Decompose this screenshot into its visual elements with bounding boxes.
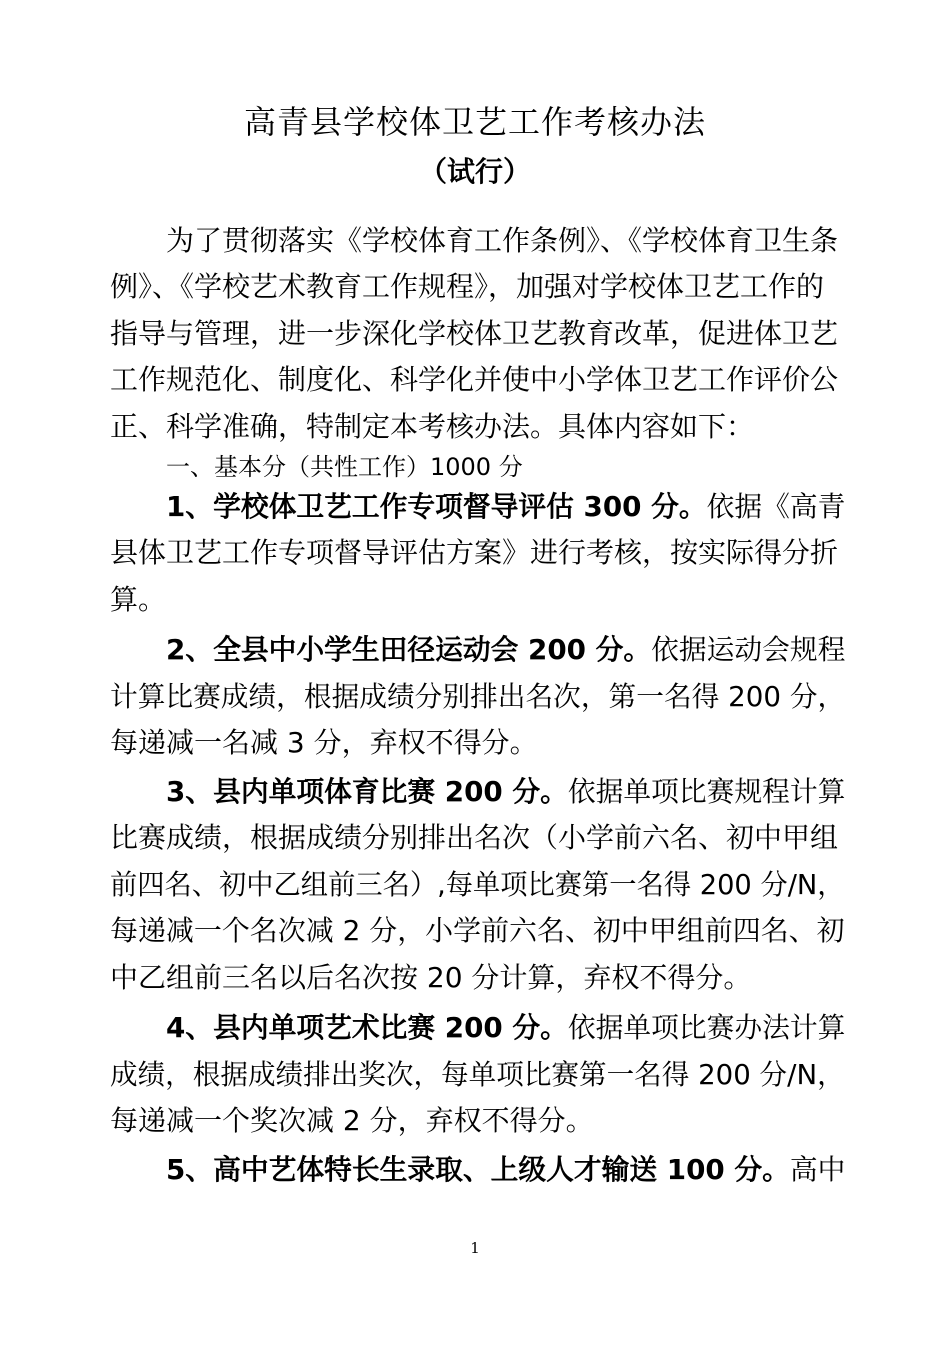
intro-line: 正、科学准确，特制定本考核办法。具体内容如下： [110, 410, 755, 443]
intro-line: 工作规范化、制度化、科学化并使中小学体卫艺工作评价公 [110, 363, 839, 396]
item-line: 县体卫艺工作专项督导评估方案》进行考核，按实际得分折 [110, 536, 839, 569]
item-line: 算。 [110, 583, 167, 616]
item-line [166, 1147, 845, 1193]
item-line [166, 484, 845, 530]
item-line: 成绩，根据成绩排出奖次，每单项比赛第一名得 200 分/N， [110, 1058, 845, 1091]
item-line: 每递减一个名次减 2 分，小学前六名、初中甲组前四名、初 [110, 914, 845, 947]
item-line: 前四名、初中乙组前三名）,每单项比赛第一名得 200 分/N， [110, 868, 845, 901]
item-heading: 3、县内单项体育比赛 200 分。 [166, 775, 568, 808]
intro-line: 例》、《学校艺术教育工作规程》，加强对学校体卫艺工作的 [110, 270, 825, 303]
item-line: 比赛成绩，根据成绩分别排出名次（小学前六名、初中甲组 [110, 821, 839, 854]
item-line: 每递减一名减 3 分，弃权不得分。 [110, 726, 538, 759]
item-text: 依据单项比赛办法计算 [567, 1011, 846, 1044]
item-heading: 1、学校体卫艺工作专项督导评估 300 分。 [166, 490, 707, 523]
document-title: 高青县学校体卫艺工作考核办法 [243, 103, 706, 141]
page-number: 1 [470, 1239, 480, 1257]
item-heading: 4、县内单项艺术比赛 200 分。 [166, 1011, 568, 1044]
item-text: 高中 [789, 1153, 846, 1186]
item-text: 依据单项比赛规程计算 [567, 775, 846, 808]
item-line [166, 769, 845, 815]
section-heading: 一、基本分（共性工作）1000 分 [166, 453, 523, 481]
item-line: 计算比赛成绩，根据成绩分别排出名次，第一名得 200 分， [110, 680, 846, 713]
item-text: 依据运动会规程 [651, 633, 846, 666]
document-subtitle: （试行） [418, 155, 531, 188]
item-heading: 5、高中艺体特长生录取、上级人才输送 100 分。 [166, 1153, 790, 1186]
item-text: 依据《高青 [706, 490, 846, 523]
item-line: 中乙组前三名以后名次按 20 分计算，弃权不得分。 [110, 961, 752, 994]
item-line [166, 1005, 845, 1051]
intro-line: 为了贯彻落实《学校体育工作条例》、《学校体育卫生条 [166, 224, 839, 257]
item-line [166, 627, 845, 673]
item-line: 每递减一个奖次减 2 分，弃权不得分。 [110, 1104, 594, 1137]
item-heading: 2、全县中小学生田径运动会 200 分。 [166, 633, 652, 666]
intro-line: 指导与管理，进一步深化学校体卫艺教育改革，促进体卫艺 [110, 317, 839, 350]
